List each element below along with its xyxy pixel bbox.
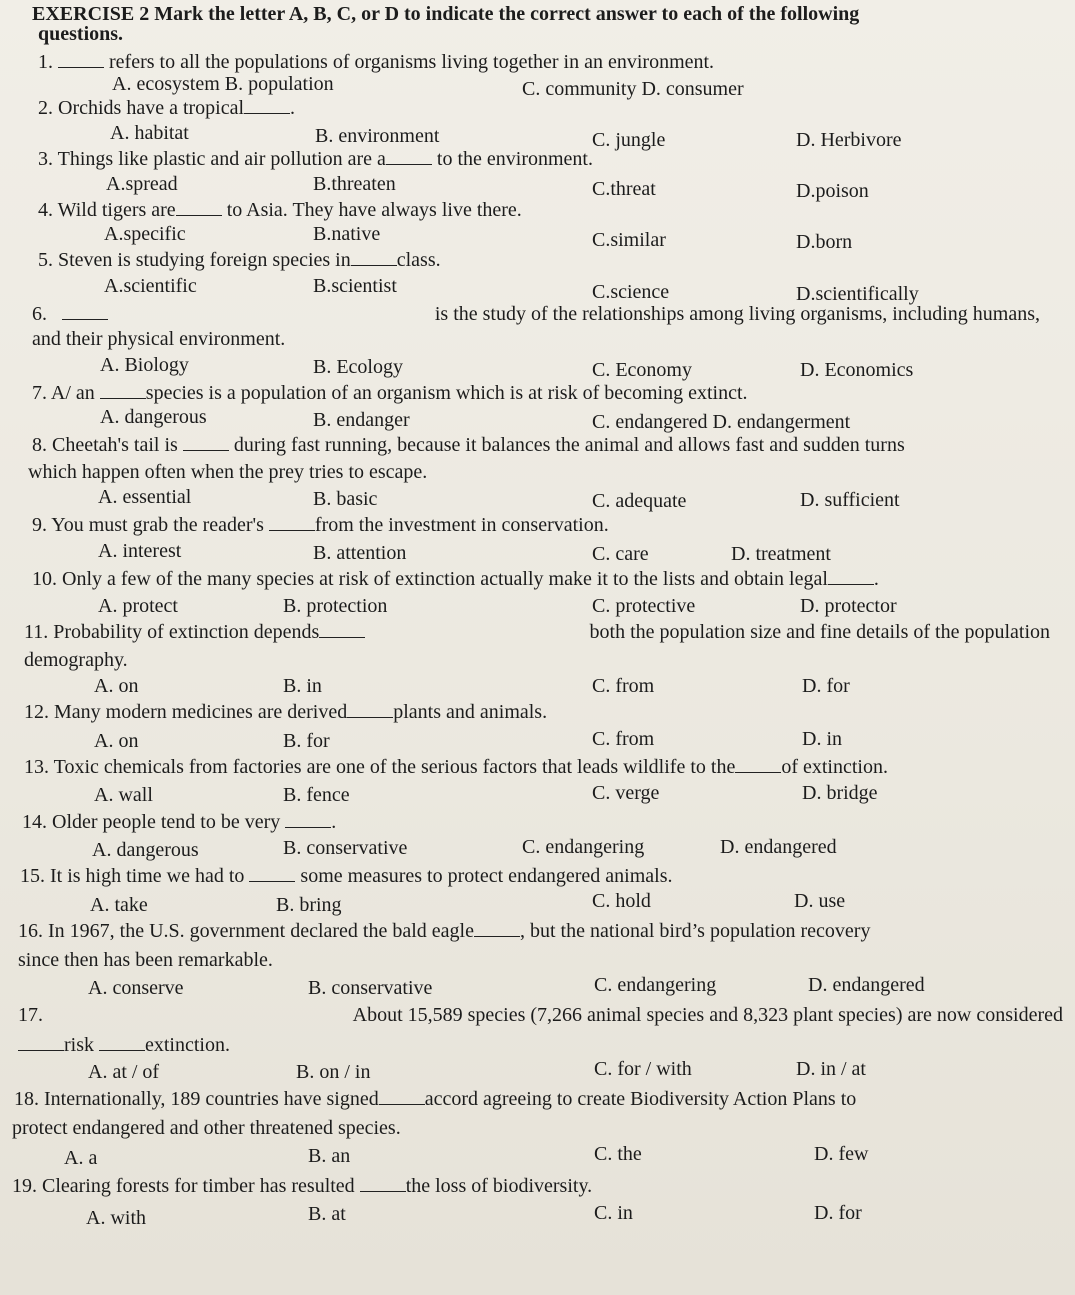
- answer-blank[interactable]: [474, 920, 520, 937]
- q3-option-a[interactable]: A.spread: [106, 173, 178, 195]
- answer-blank[interactable]: [386, 148, 432, 165]
- q16-option-d[interactable]: D. endangered: [808, 974, 925, 996]
- q11-option-d[interactable]: D. for: [802, 675, 850, 697]
- q8-option-b[interactable]: B. basic: [313, 488, 378, 510]
- q17-option-a[interactable]: A. at / of: [88, 1061, 160, 1083]
- question-15: 15. It is high time we had to some measures to protect endangered animals.: [20, 865, 673, 887]
- q5-option-a[interactable]: A.scientific: [104, 275, 197, 297]
- q5-option-d[interactable]: D.scientifically: [796, 283, 919, 305]
- q19-option-b[interactable]: B. at: [308, 1203, 346, 1225]
- question-1: 1. refers to all the populations of organisms living together in an environment.: [38, 51, 715, 73]
- q6-option-b[interactable]: B. Ecology: [313, 356, 403, 378]
- answer-blank[interactable]: [285, 811, 331, 828]
- q15-option-c[interactable]: C. hold: [592, 890, 651, 912]
- answer-blank[interactable]: [100, 382, 146, 399]
- q7-option-b[interactable]: B. endanger: [313, 409, 410, 431]
- answer-blank[interactable]: [62, 303, 108, 320]
- question-8: 8. Cheetah's tail is during fast running, because it balances the animal and allows fast and sudden turns: [32, 434, 905, 456]
- q19-option-a[interactable]: A. with: [86, 1207, 146, 1229]
- q14-option-b[interactable]: B. conservative: [283, 837, 408, 859]
- q3-option-c[interactable]: C.threat: [592, 178, 656, 200]
- q7-option-a[interactable]: A. dangerous: [100, 406, 207, 428]
- q9-option-b[interactable]: B. attention: [313, 542, 407, 564]
- question-3: 3. Things like plastic and air pollution are a to the environment.: [38, 148, 593, 170]
- q15-option-b[interactable]: B. bring: [276, 894, 342, 916]
- question-17: 17. About 15,589 species (7,266 animal species and 8,323 plant species) are now considered: [18, 1004, 1063, 1026]
- q4-option-b[interactable]: B.native: [313, 223, 381, 245]
- question-5: 5. Steven is studying foreign species in class.: [38, 249, 441, 271]
- q2-option-c[interactable]: C. jungle: [592, 129, 666, 151]
- q7-option-cd[interactable]: C. endangered D. endangerment: [592, 411, 851, 433]
- q8-option-c[interactable]: C. adequate: [592, 490, 687, 512]
- q13-option-d[interactable]: D. bridge: [802, 782, 878, 804]
- q15-option-a[interactable]: A. take: [90, 894, 148, 916]
- question-9: 9. You must grab the reader's from the investment in conservation.: [32, 514, 609, 536]
- q9-option-a[interactable]: A. interest: [98, 540, 182, 562]
- q16-option-b[interactable]: B. conservative: [308, 977, 433, 999]
- q18-option-c[interactable]: C. the: [594, 1143, 642, 1165]
- question-14: 14. Older people tend to be very .: [22, 811, 337, 833]
- q12-option-c[interactable]: C. from: [592, 728, 655, 750]
- q14-option-d[interactable]: D. endangered: [720, 836, 837, 858]
- answer-blank[interactable]: [183, 434, 229, 451]
- q11-option-a[interactable]: A. on: [94, 675, 139, 697]
- q2-option-a[interactable]: A. habitat: [110, 122, 189, 144]
- answer-blank[interactable]: [347, 701, 393, 718]
- q10-option-d[interactable]: D. protector: [800, 595, 897, 617]
- exercise-title: EXERCISE 2 Mark the letter A, B, C, or D to indicate the correct answer to each of the following: [32, 3, 860, 25]
- answer-blank[interactable]: [379, 1088, 425, 1105]
- q17-option-c[interactable]: C. for / with: [594, 1058, 692, 1080]
- question-18-cont: protect endangered and other threatened species.: [12, 1117, 401, 1139]
- answer-blank-1[interactable]: [18, 1034, 64, 1051]
- q16-option-a[interactable]: A. conserve: [88, 977, 184, 999]
- question-18: 18. Internationally, 189 countries have signed accord agreeing to create Biodiversity Action Plans to: [14, 1088, 857, 1110]
- q18-option-b[interactable]: B. an: [308, 1145, 351, 1167]
- question-16-cont: since then has been remarkable.: [18, 949, 273, 971]
- question-17-cont: risk extinction.: [18, 1033, 230, 1057]
- q9-option-d[interactable]: D. treatment: [731, 543, 831, 565]
- q8-option-d[interactable]: D. sufficient: [800, 489, 900, 511]
- q12-option-b[interactable]: B. for: [283, 730, 330, 752]
- question-11: 11. Probability of extinction depends both the population size and fine details of the population: [24, 621, 1050, 643]
- q4-option-c[interactable]: C.similar: [592, 229, 666, 251]
- question-16: 16. In 1967, the U.S. government declared the bald eagle , but the national bird’s population recovery: [18, 920, 871, 942]
- question-7: 7. A/ an species is a population of an organism which is at risk of becoming extinct.: [32, 382, 748, 404]
- answer-blank-2[interactable]: [99, 1034, 145, 1051]
- q8-option-a[interactable]: A. essential: [98, 486, 192, 508]
- q13-option-a[interactable]: A. wall: [94, 784, 153, 806]
- q1-option-cd[interactable]: C. community D. consumer: [522, 78, 744, 100]
- q19-option-c[interactable]: C. in: [594, 1202, 633, 1224]
- q9-option-c[interactable]: C. care: [592, 543, 649, 565]
- q17-option-d[interactable]: D. in / at: [796, 1058, 866, 1080]
- answer-blank[interactable]: [176, 199, 222, 216]
- question-4: 4. Wild tigers are to Asia. They have always live there.: [38, 199, 522, 221]
- q1-option-ab[interactable]: A. ecosystem B. population: [112, 73, 334, 95]
- question-13: 13. Toxic chemicals from factories are one of the serious factors that leads wildlife to the of extinction.: [24, 756, 888, 778]
- question-2: 2. Orchids have a tropical .: [38, 97, 296, 119]
- q3-option-b[interactable]: B.threaten: [313, 173, 396, 195]
- q17-option-b[interactable]: B. on / in: [296, 1061, 371, 1083]
- q11-option-b[interactable]: B. in: [283, 675, 322, 697]
- q14-option-c[interactable]: C. endangering: [522, 836, 645, 858]
- answer-blank[interactable]: [360, 1175, 406, 1192]
- q18-option-a[interactable]: A. a: [64, 1147, 98, 1169]
- answer-blank[interactable]: [828, 568, 874, 585]
- q3-option-d[interactable]: D.poison: [796, 180, 869, 202]
- q4-option-d[interactable]: D.born: [796, 231, 853, 253]
- q5-option-c[interactable]: C.science: [592, 281, 670, 303]
- q13-option-c[interactable]: C. verge: [592, 782, 660, 804]
- q4-option-a[interactable]: A.specific: [104, 223, 186, 245]
- answer-blank[interactable]: [58, 51, 104, 68]
- question-19: 19. Clearing forests for timber has resulted the loss of biodiversity.: [12, 1175, 593, 1197]
- answer-blank[interactable]: [249, 865, 295, 882]
- q18-option-d[interactable]: D. few: [814, 1143, 869, 1165]
- q11-option-c[interactable]: C. from: [592, 675, 655, 697]
- q10-option-b[interactable]: B. protection: [283, 595, 388, 617]
- q19-option-d[interactable]: D. for: [814, 1202, 862, 1224]
- q6-option-d[interactable]: D. Economics: [800, 359, 914, 381]
- answer-blank[interactable]: [269, 514, 315, 531]
- q2-option-d[interactable]: D. Herbivore: [796, 129, 902, 151]
- q5-option-b[interactable]: B.scientist: [313, 275, 397, 297]
- q10-option-c[interactable]: C. protective: [592, 595, 696, 617]
- q14-option-a[interactable]: A. dangerous: [92, 839, 199, 861]
- answer-blank[interactable]: [351, 249, 397, 266]
- q13-option-b[interactable]: B. fence: [283, 784, 350, 806]
- question-6-cont: and their physical environment.: [32, 328, 286, 350]
- q6-option-c[interactable]: C. Economy: [592, 359, 692, 381]
- question-12: 12. Many modern medicines are derived plants and animals.: [24, 701, 548, 723]
- q15-option-d[interactable]: D. use: [794, 890, 846, 912]
- answer-blank[interactable]: [244, 97, 290, 114]
- q16-option-c[interactable]: C. endangering: [594, 974, 717, 996]
- q6-option-a[interactable]: A. Biology: [100, 354, 189, 376]
- exercise-title-cont: questions.: [38, 23, 124, 45]
- question-6: 6. is the study of the relationships among living organisms, including humans,: [32, 303, 1040, 325]
- q10-option-a[interactable]: A. protect: [98, 595, 178, 617]
- q12-option-a[interactable]: A. on: [94, 730, 139, 752]
- q2-option-b[interactable]: B. environment: [315, 125, 440, 147]
- answer-blank[interactable]: [735, 756, 781, 773]
- q12-option-d[interactable]: D. in: [802, 728, 842, 750]
- question-8-cont: which happen often when the prey tries to escape.: [28, 461, 428, 483]
- question-11-cont: demography.: [24, 649, 128, 671]
- answer-blank[interactable]: [319, 621, 365, 638]
- question-10: 10. Only a few of the many species at risk of extinction actually make it to the lists and obtain legal .: [32, 568, 879, 590]
